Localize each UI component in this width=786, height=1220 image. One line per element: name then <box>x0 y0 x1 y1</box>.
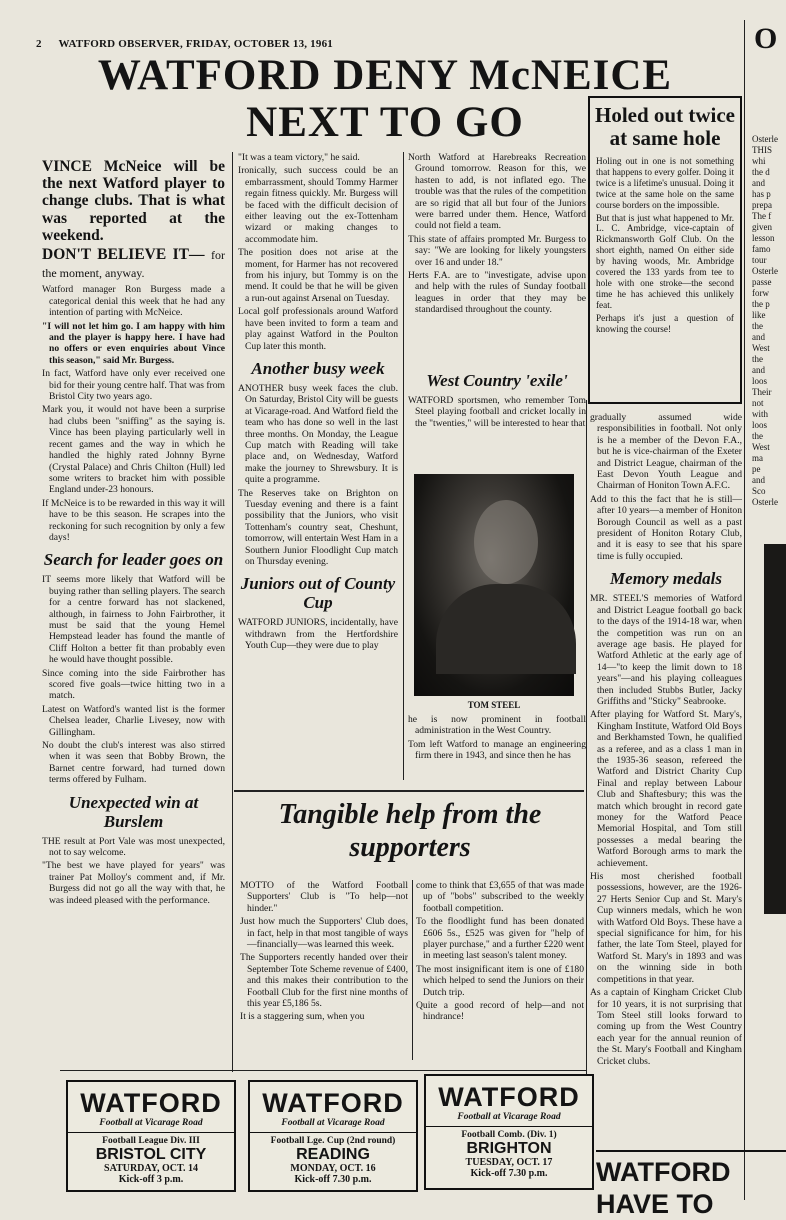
ad-ground: Football at Vicarage Road <box>457 1112 561 1122</box>
story-paragraph: Ironically, such success could be an embarrassment, should Tommy Harmer regain fitness quickly. Mr. Burgess will be faced with the difficult decision of either leaving out the ex-Tottenham wizard or making changes to accommodate him. <box>238 165 398 245</box>
subhead-unexpected-win: Unexpected win at Burslem <box>68 792 199 831</box>
ad-kickoff: Kick-off 7.30 p.m. <box>470 1168 548 1179</box>
story-paragraph: "I will not let him go. I am happy with him and the player is happy here. I have had no offers or even enquiries about Vince this season," said Mr. Burgess. <box>42 320 225 366</box>
ads-rule <box>60 1070 586 1071</box>
masthead <box>36 38 736 50</box>
subhead-search-for-leader: Search for leader goes on <box>43 550 224 570</box>
ad-date: MONDAY, OCT. 16 <box>290 1163 376 1174</box>
ad-ground: Football at Vicarage Road <box>281 1118 385 1128</box>
ad-opponent: BRIGHTON <box>466 1140 552 1157</box>
adjacent-page-text-line: The f <box>752 211 772 221</box>
story-paragraph: Add to this the fact that he is still—after 10 years—a member of Honiton Borough Council as well as a past president of Honiton Rotary Club, and it is easy to see that his spare time is fully occupied. <box>590 493 742 562</box>
story-paragraph: MOTTO of the Watford Football Supporters' Club is "To help—not hinder." <box>240 880 408 914</box>
adjacent-page-text-line: and <box>752 332 765 342</box>
story-paragraph: come to think that £3,655 of that was made up of "bobs" subscribed to the weekly football competition. <box>416 880 584 914</box>
story-paragraph: THE result at Port Vale was most unexpected, not to say welcome. <box>42 835 225 859</box>
story-paragraph: he is now prominent in football administration in the West Country. <box>408 714 586 737</box>
story-paragraph: Tom left Watford to manage an engineering firm there in 1943, and since then he has <box>408 738 586 762</box>
fixture-ad-bristol-city <box>66 1080 236 1192</box>
story-paragraph: His most cherished football possessions, however, are the 1926-27 Herts Senior Cup and St. Mary's Cup winners medals, which he won with Watford Old Boys. These have a special significance for him, for his father, the late Tom Steel, played for Watford St. Mary's in 1893 and was on the winning side in both competitions in that year. <box>590 871 742 985</box>
adjacent-page-text-line: with <box>752 409 769 419</box>
story-paragraph: MR. STEEL'S memories of Watford and District League football go back to the days of the 1914-18 war, when the competition was run on an average age basis. He played for Watford Athletic at the early age of 14—"to keep the limit down to 18 years"—and his playing colleagues then included Stubbs Butler, Jacky Griffiths and "Sticky" Seabrooke. <box>590 593 742 707</box>
story-paragraph: This state of affairs prompted Mr. Burgess to say: "We are looking for likely youngsters over 16 and under 18." <box>408 233 586 268</box>
adjacent-page-text-line: loos <box>752 420 768 430</box>
column-rule <box>403 152 404 780</box>
lede-paragraph: VINCE McNeice will be the next Watford player to change clubs. That is what was reported at the weekend. <box>42 158 225 244</box>
story-paragraph: Quite a good record of help—and not hindrance! <box>416 1000 584 1023</box>
ad-brand: WATFORD <box>80 1088 222 1118</box>
column-rule <box>232 152 233 1072</box>
story-paragraph: In fact, Watford have only ever received one bid for their young centre half. That was from Bristol City two years ago. <box>42 368 225 403</box>
adjacent-page-text-line: prepa <box>752 200 772 210</box>
story-paragraph: WATFORD JUNIORS, incidentally, have withdrawn from the Hertfordshire Youth Cup—they were due to play <box>238 617 398 652</box>
adjacent-page-text-line: the p <box>752 299 770 309</box>
subhead-juniors-out: Juniors out of County Cup <box>240 574 396 613</box>
story-paragraph: Since coming into the side Fairbrother has scored five goals—twice hitting two in a match. <box>42 667 225 702</box>
masthead-text: WATFORD OBSERVER, FRIDAY, OCTOBER 13, 1961 <box>58 38 333 50</box>
fixture-ad-brighton <box>424 1074 594 1190</box>
subhead-another-busy-week: Another busy week <box>251 358 385 378</box>
adjacent-page-text-line: West <box>752 442 770 452</box>
adjacent-page-photo-fragment <box>764 544 786 914</box>
story-paragraph: Mark you, it would not have been a surprise had clubs been "sniffing" as the saying is. Vince has been playing particularly well in recent games and the way in which he handled the highly rated Johnny Byrne (Crystal Palace) and Chris Chilton (Hull) led some writers to bracket him with possible England under-23 honours. <box>42 404 225 496</box>
tangible-right-column <box>416 880 584 1060</box>
subhead-west-country-exile: West Country 'exile' <box>426 371 568 390</box>
column-rule <box>412 880 413 1060</box>
column-three-top <box>408 152 586 362</box>
story-paragraph: Herts F.A. are to "investigate, advise upon and help with the rules of Sunday football leagues in order that they may be standardised throughout the county. <box>408 270 586 316</box>
holed-out-box <box>588 96 742 404</box>
adjacent-page-text-line: Osterle <box>752 266 778 276</box>
column-rule <box>586 400 587 1120</box>
adjacent-page-text-line: the d <box>752 167 770 177</box>
adjacent-page-text-line: and <box>752 475 765 485</box>
story-paragraph: The most insignificant item is one of £180 which helped to send the Juniors on their Dutch trip. <box>416 963 584 998</box>
adjacent-page-text-line: Osterle <box>752 134 778 144</box>
tangible-left-column <box>240 880 408 1060</box>
story-paragraph: As a captain of Kingham Cricket Club for 10 years, it is not surprising that Tom Steel still looks forward to coming up from the West Country each year for the annual reunion of the St. Mary's Football and Kingham Cricket clubs. <box>590 987 742 1067</box>
story-paragraph: The position does not arise at the moment, for Harmer has not recovered from his injury, but Tommy is on the mend. It could be that he will be given a run-out against Arsenal on Tuesday. <box>238 247 398 304</box>
story-paragraph: Just how much the Supporters' Club does, in fact, help in that most tangible of ways—financially—was learned this week. <box>240 916 408 951</box>
story-paragraph: If McNeice is to be rewarded in this way it will have to be this season. He scrapes into the reckoning for such recognition by only a few days! <box>42 497 225 543</box>
ad-kickoff: Kick-off 3 p.m. <box>118 1174 184 1185</box>
adjacent-page-text-line: passe <box>752 277 772 287</box>
adjacent-page-text-line: loos <box>752 376 768 386</box>
adjacent-page-text-line: has p <box>752 189 771 199</box>
adjacent-page-text-line: whi <box>752 156 766 166</box>
adjacent-page-text-line: and <box>752 365 765 375</box>
column-three-exile <box>408 364 586 470</box>
adjacent-page-text-fragment <box>752 134 786 514</box>
ad-competition: Football Lge. Cup (2nd round) <box>250 1132 416 1146</box>
adjacent-page-text-line: not <box>752 398 764 408</box>
story-paragraph: WATFORD sportsmen, who remember Tom Steel playing football and cricket locally in the "twenties," will be interested to hear that <box>408 395 586 429</box>
adjacent-page-text-line: famo <box>752 244 771 254</box>
ad-opponent: BRISTOL CITY <box>95 1146 207 1163</box>
adjacent-page-text-line: ma <box>752 453 763 463</box>
story-paragraph: After playing for Watford St. Mary's, Kingham Institute, Watford Old Boys and Berkhamsted Town, he qualified as a referee, and as a class 1 man in the 1935-36 season, refereed the Watford and District Charity Cup Final and replay between Labour Club and Shaftesbury; this was the match which brought in record gate money for the Watford Peace Memorial Hospital, and Tom still possesses a medal bearing the Watford Borough arms to mark the achievement. <box>590 709 742 869</box>
ad-ground: Football at Vicarage Road <box>99 1118 203 1128</box>
subhead-memory-medals: Memory medals <box>610 569 722 589</box>
dont-believe-tail: for the moment, anyway. <box>42 248 225 281</box>
adjacent-page-text-line: pe <box>752 464 761 474</box>
page-number: 2 <box>36 38 42 50</box>
adjacent-page-text-line: the <box>752 431 763 441</box>
story-paragraph: But that is just what happened to Mr. L. C. Ambridge, vice-captain of Rickmansworth Golf Club. On the short eighth, named On either side by having woods, Mr. Ambridge covered the 133 yards from tee to hole with one stroke—the second time he has achieved this unlikely feat. <box>596 212 734 310</box>
story-paragraph: ANOTHER busy week faces the club. On Saturday, Bristol City will be guests at Vicarage-road. And Watford field the team who has done so well in the last three months. On Monday, the League Cup match with Reading will take place and, on Wednesday, Watford make the journey to Shrewsbury. It is quite a programme. <box>238 382 398 486</box>
story-paragraph: Watford manager Ron Burgess made a categorical denial this week that he had any intention of parting with McNeice. <box>42 284 225 319</box>
story-paragraph: Perhaps it's just a question of knowing the course! <box>596 312 734 334</box>
column-three-bottom <box>408 714 586 780</box>
section-rule <box>234 790 584 792</box>
story-paragraph: No doubt the club's interest was also stirred when it was seen that Bobby Brown, the Barnet centre forward, had turned down terms offered by Fulham. <box>42 740 225 786</box>
page-gutter-rule <box>744 20 745 1200</box>
photo-portrait-body <box>436 584 576 674</box>
ad-competition: Football League Div. III <box>68 1132 234 1146</box>
story-paragraph: The Reserves take on Brighton on Tuesday evening and there is a faint possibility that the Juniors, who visit Tottenham's country seat, Cheshunt, tomorrow, will entertain West Ham in a Southern Junior Floodlight Cup match on Thursday evening. <box>238 487 398 567</box>
dont-believe-line <box>42 246 225 282</box>
adjacent-page-text-line: THIS <box>752 145 772 155</box>
adjacent-page-text-line: Their <box>752 387 772 397</box>
adjacent-page-text-line: the <box>752 354 763 364</box>
photo-portrait-head <box>474 500 538 584</box>
story-paragraph: Holing out in one is not something that happens to every golfer. Doing it twice is a lifetime's unusual. Doing it twice at the same hole on the same course borders on the impossible. <box>596 156 734 210</box>
headline-line-2: NEXT TO GO <box>246 99 524 146</box>
ad-brand: WATFORD <box>438 1082 580 1112</box>
column-four <box>590 412 742 1092</box>
adjacent-page-text-line: tour <box>752 255 767 265</box>
adjacent-ad-brand: WATFORD <box>596 1157 731 1187</box>
adjacent-page-text-line: like <box>752 310 766 320</box>
ad-brand: WATFORD <box>262 1088 404 1118</box>
adjacent-page-text-line: West <box>752 343 770 353</box>
adjacent-ad-fragment <box>596 1150 786 1219</box>
headline-line-1: WATFORD DENY McNEICE <box>97 52 673 99</box>
holed-out-text <box>596 156 734 376</box>
story-paragraph: To the floodlight fund has been donated £606 5s., £525 was given for "help of player purchase," and a further £220 went in meeting last season's talent money. <box>416 916 584 962</box>
story-paragraph: "The best we have played for years" was trainer Pat Molloy's comment and, if Mr. Burgess did not go all the way with that, he was indeed pleased with the performance. <box>42 860 225 906</box>
tom-steel-photo <box>414 474 574 696</box>
column-two <box>238 152 398 780</box>
ad-date: TUESDAY, OCT. 17 <box>465 1157 553 1168</box>
ad-kickoff: Kick-off 7.30 p.m. <box>294 1174 372 1185</box>
adjacent-ad-line: HAVE TO <box>596 1189 714 1219</box>
story-paragraph: North Watford at Harebreaks Recreation Ground tomorrow. Reason for this, we hasten to add, is not inflated ego. The trouble was that the rules of the competition are so rigid that all but four of the Juniors were barred under them. Hence, Watford could not field a team. <box>408 152 586 232</box>
story-paragraph: It is a staggering sum, when you <box>240 1011 365 1023</box>
ad-opponent: READING <box>296 1146 370 1163</box>
story-paragraph: "It was a team victory," he said. <box>238 152 360 163</box>
ad-date: SATURDAY, OCT. 14 <box>104 1163 198 1174</box>
story-paragraph: Latest on Watford's wanted list is the former Chelsea leader, Charlie Livesey, now with Gillingham. <box>42 703 225 738</box>
adjacent-page-text-line: Sco <box>752 486 766 496</box>
holed-out-title: Holed out twice at same hole <box>595 103 735 150</box>
adjacent-page-title-fragment: O <box>754 22 778 55</box>
fixture-ad-reading <box>248 1080 418 1192</box>
adjacent-page-text-line: Osterle <box>752 497 778 507</box>
tangible-headline: Tangible help from the supporters <box>278 799 542 863</box>
story-paragraph: IT seems more likely that Watford will be buying rather than selling players. The search for a centre forward has not slackened, although, in fairness to John Fairbrother, it must be said that the young Hemel Hempstead leader has found the mantle of Cliff Holton a better fit than probably even he would have thought possible. <box>42 574 225 666</box>
adjacent-page-text-line: given <box>752 222 772 232</box>
main-story-column <box>42 158 225 1070</box>
story-paragraph: The Supporters recently handed over their September Tote Scheme revenue of £400, and this makes their contribution to the Football Club for the first nine months of this year £5,186 5s. <box>240 952 408 1010</box>
adjacent-page-text-line: and <box>752 178 765 188</box>
ad-competition: Football Comb. (Div. 1) <box>426 1126 592 1140</box>
story-paragraph: gradually assumed wide responsibilities in football. Not only is he a member of the Devon F.A., but he is vice-chairman of the Exeter and District League, chairman of the East Devon Youth League and Chairman of Honiton Town A.F.C. <box>590 412 742 492</box>
adjacent-page-text-line: lesson <box>752 233 775 243</box>
adjacent-page-text-line: the <box>752 321 763 331</box>
adjacent-page-text-line: forw <box>752 288 769 298</box>
story-paragraph: Local golf professionals around Watford have been invited to form a team and play against Watford in the Poulton Cup later this month. <box>238 306 398 352</box>
dont-believe-text: DON'T BELIEVE IT— <box>42 246 205 264</box>
photo-caption: TOM STEEL <box>467 700 521 710</box>
